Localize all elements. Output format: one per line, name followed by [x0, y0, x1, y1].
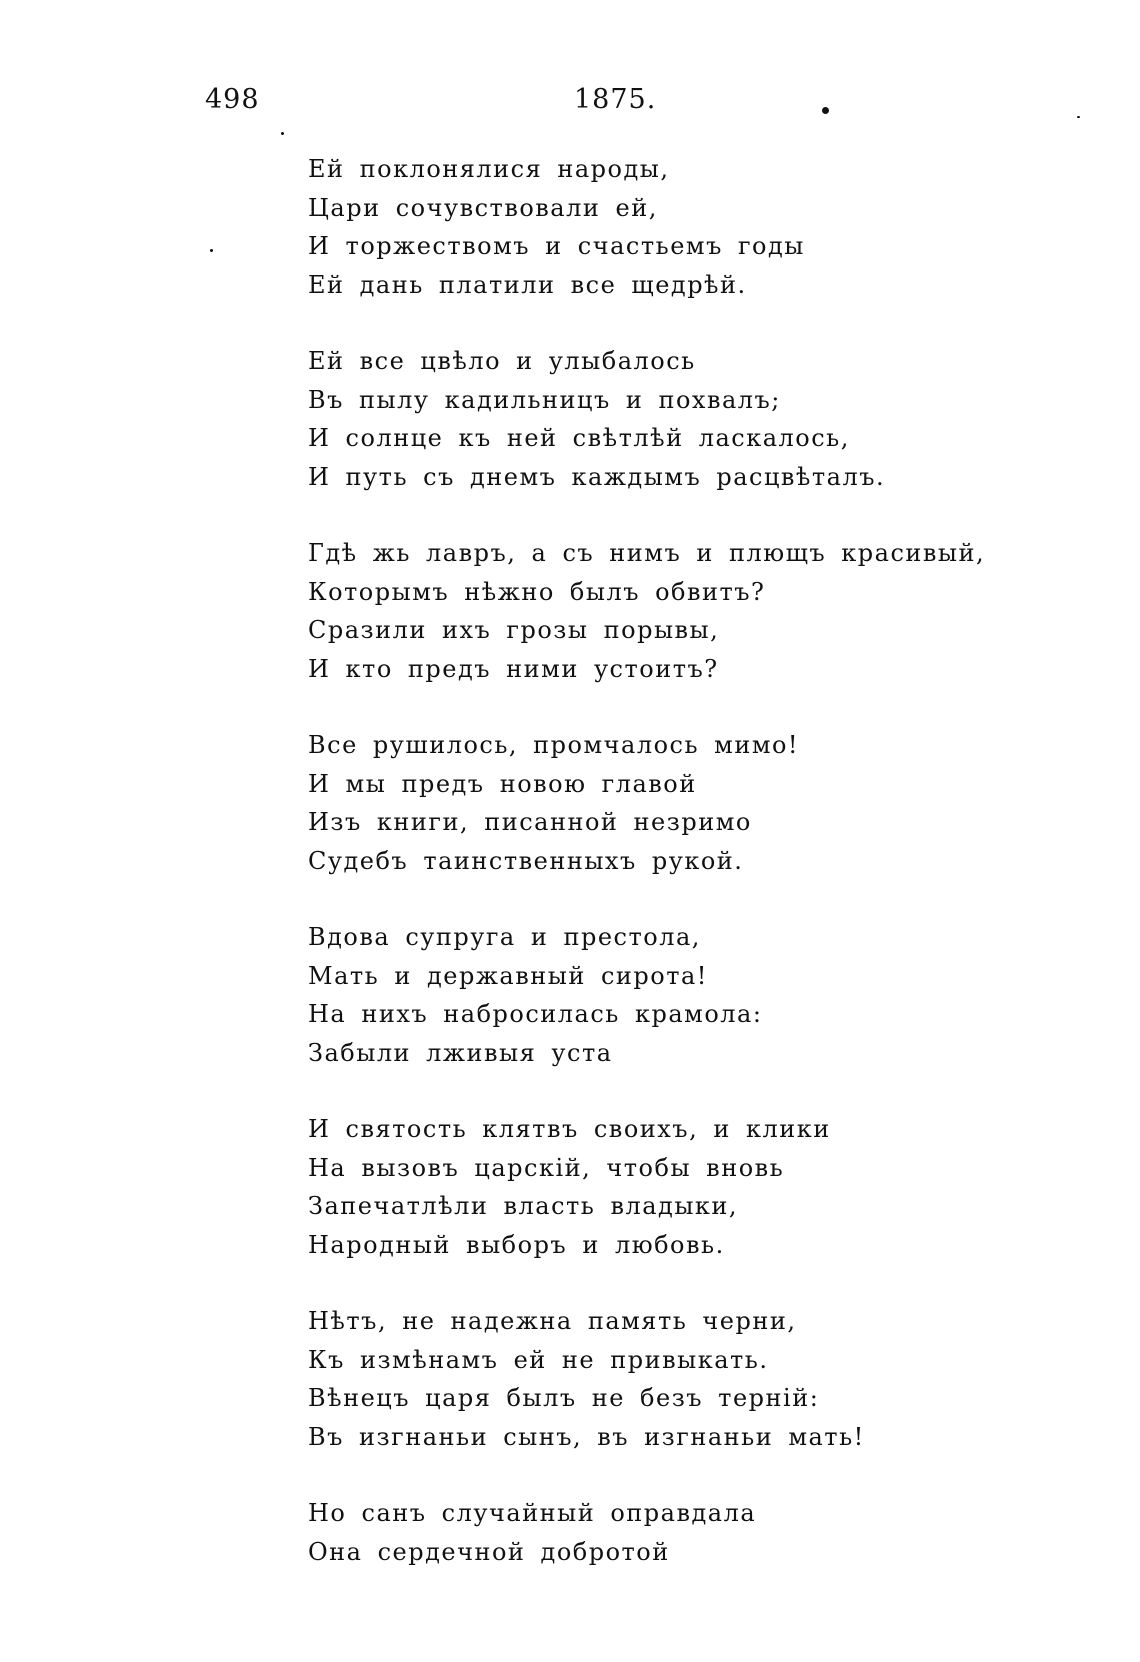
verse-line: Мать и державный сирота!	[308, 961, 708, 990]
verse-line: Забыли лживыя уста	[308, 1038, 613, 1067]
stanza	[308, 918, 1028, 1072]
stanza	[308, 534, 1028, 688]
verse-line: Ей поклонялися народы,	[308, 155, 670, 183]
verse-line: Въ изгнаньи сынъ, въ изгнаньи мать!	[308, 1422, 865, 1451]
stanza	[308, 726, 1028, 880]
verse-line: Къ измѣнамъ ей не привыкать.	[308, 1345, 769, 1374]
verse-line: Нѣтъ, не надежна память черни,	[308, 1307, 797, 1335]
verse-line: И мы предъ новою главой	[308, 769, 697, 798]
verse-line: И солнце къ ней свѣтлѣй ласкалось,	[308, 424, 850, 452]
stanza	[308, 1110, 1028, 1264]
verse-line: И путь съ днемъ каждымъ расцвѣталъ.	[308, 462, 886, 491]
verse-line: Она сердечной добротой	[308, 1537, 670, 1566]
verse-line: Изъ книги, писанной незримо	[308, 808, 752, 836]
verse-line: На вызовъ царскій, чтобы вновь	[308, 1153, 785, 1182]
verse-line: И кто предъ ними устоитъ?	[308, 654, 719, 683]
verse-line: Ей все цвѣло и улыбалось	[308, 347, 696, 375]
ink-speck	[1077, 116, 1080, 118]
verse-line: Судебъ таинственныхъ рукой.	[308, 846, 744, 875]
ink-speck	[281, 132, 284, 135]
verse-line: Ей дань платили все щедрѣй.	[308, 270, 747, 299]
verse-line: Народный выборъ и любовь.	[308, 1230, 725, 1259]
poem	[308, 150, 1028, 1609]
ink-speck	[822, 107, 829, 114]
page-number: 498	[205, 84, 260, 115]
verse-line: Гдѣ жь лавръ, а съ нимъ и плющъ красивый,	[308, 539, 986, 567]
verse-line: И торжествомъ и счастьемъ годы	[308, 232, 805, 260]
verse-line: Вдова супруга и престола,	[308, 923, 701, 951]
running-header-year: 1875.	[574, 84, 657, 115]
verse-line: Но санъ случайный оправдала	[308, 1499, 757, 1527]
verse-line: Въ пылу кадильницъ и похвалъ;	[308, 385, 781, 414]
verse-line: Все рушилось, промчалось мимо!	[308, 731, 800, 759]
verse-line: На нихъ набросилась крамола:	[308, 1000, 763, 1028]
stanza	[308, 342, 1028, 496]
verse-line: Сразили ихъ грозы порывы,	[308, 616, 720, 644]
verse-line: Которымъ нѣжно былъ обвитъ?	[308, 577, 766, 606]
verse-line: Запечатлѣли власть владыки,	[308, 1192, 739, 1220]
ink-speck	[210, 249, 213, 252]
stanza	[308, 1302, 1028, 1456]
verse-line: И святость клятвъ своихъ, и клики	[308, 1115, 831, 1143]
verse-line: Цари сочувствовали ей,	[308, 193, 658, 222]
verse-line: Вѣнецъ царя былъ не безъ терній:	[308, 1384, 820, 1412]
stanza	[308, 1494, 1028, 1571]
stanza	[308, 150, 1028, 304]
